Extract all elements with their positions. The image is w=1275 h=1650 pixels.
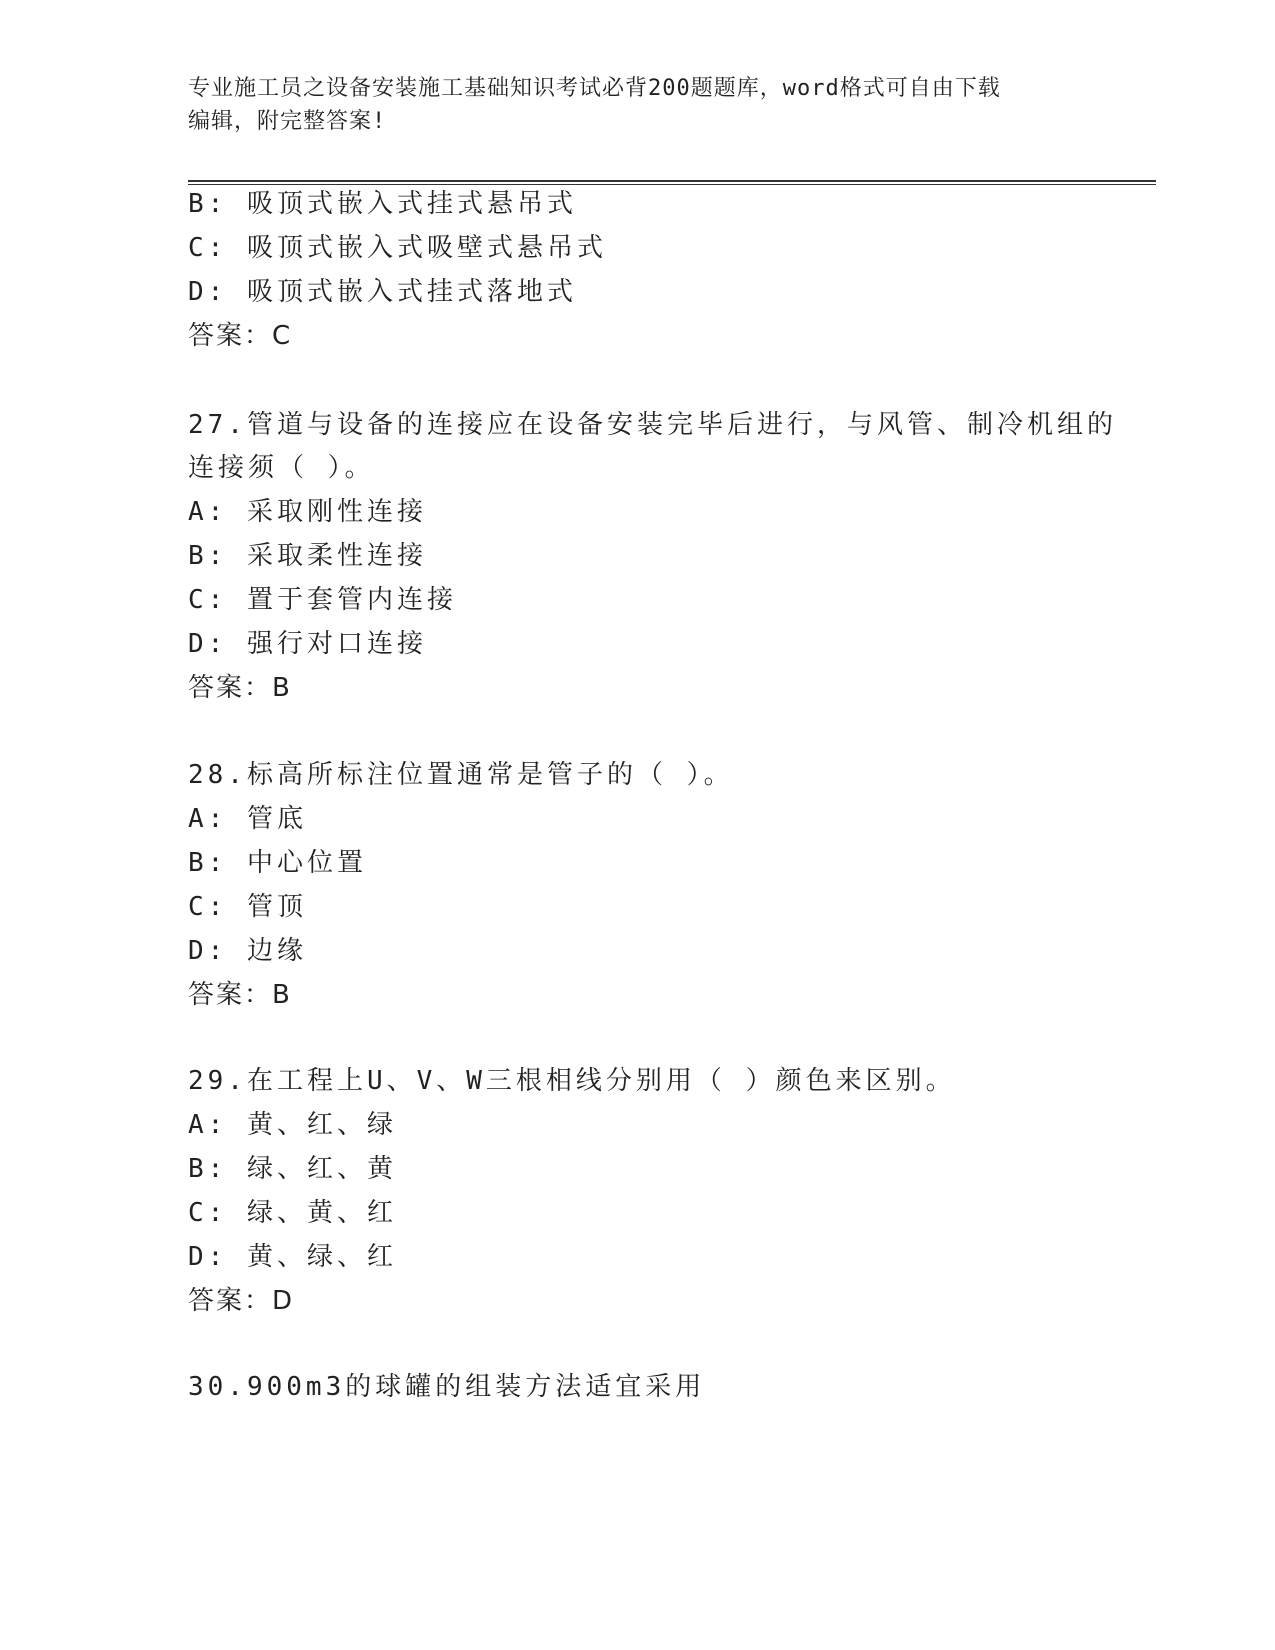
q29-answer: 答案：D [188, 1286, 295, 1316]
header-title-line-1: 专业施工员之设备安装施工基础知识考试必背200题题库，word格式可自由下载 [188, 76, 1001, 101]
q28-option-b: B: 中心位置 [188, 848, 367, 878]
q27-stem-line-2: 连接须（ ）。 [188, 453, 375, 483]
q27-option-a: A: 采取刚性连接 [188, 497, 427, 527]
q29-option-a: A: 黄、红、绿 [188, 1110, 397, 1140]
q28-option-a: A: 管底 [188, 804, 307, 834]
q30-stem: 30.900m3的球罐的组装方法适宜采用 [188, 1372, 706, 1402]
q27-option-c: C: 置于套管内连接 [188, 585, 457, 615]
q28-answer: 答案：B [188, 980, 292, 1010]
document-header [188, 72, 1088, 138]
q26-option-d: D: 吸顶式嵌入式挂式落地式 [188, 277, 577, 307]
q26-option-b: B: 吸顶式嵌入式挂式悬吊式 [188, 189, 577, 219]
q29-stem: 29.在工程上U、V、W三根相线分别用（ ）颜色来区别。 [188, 1066, 956, 1096]
q26-option-c: C: 吸顶式嵌入式吸壁式悬吊式 [188, 233, 607, 263]
q29-option-c: C: 绿、黄、红 [188, 1198, 397, 1228]
q27-stem-line-1: 27.管道与设备的连接应在设备安装完毕后进行，与风管、制冷机组的 [188, 410, 1117, 440]
q29-option-b: B: 绿、红、黄 [188, 1154, 397, 1184]
q28-stem: 28.标高所标注位置通常是管子的（ ）。 [188, 760, 734, 790]
header-divider [188, 180, 1156, 185]
q27-answer: 答案：B [188, 673, 292, 703]
q27-option-b: B: 采取柔性连接 [188, 541, 427, 571]
q27-option-d: D: 强行对口连接 [188, 629, 427, 659]
q28-option-d: D: 边缘 [188, 936, 307, 966]
q28-option-c: C: 管顶 [188, 892, 307, 922]
q29-option-d: D: 黄、绿、红 [188, 1242, 397, 1272]
q26-answer: 答案：C [188, 321, 293, 351]
header-title-line-2: 编辑，附完整答案! [188, 109, 387, 134]
